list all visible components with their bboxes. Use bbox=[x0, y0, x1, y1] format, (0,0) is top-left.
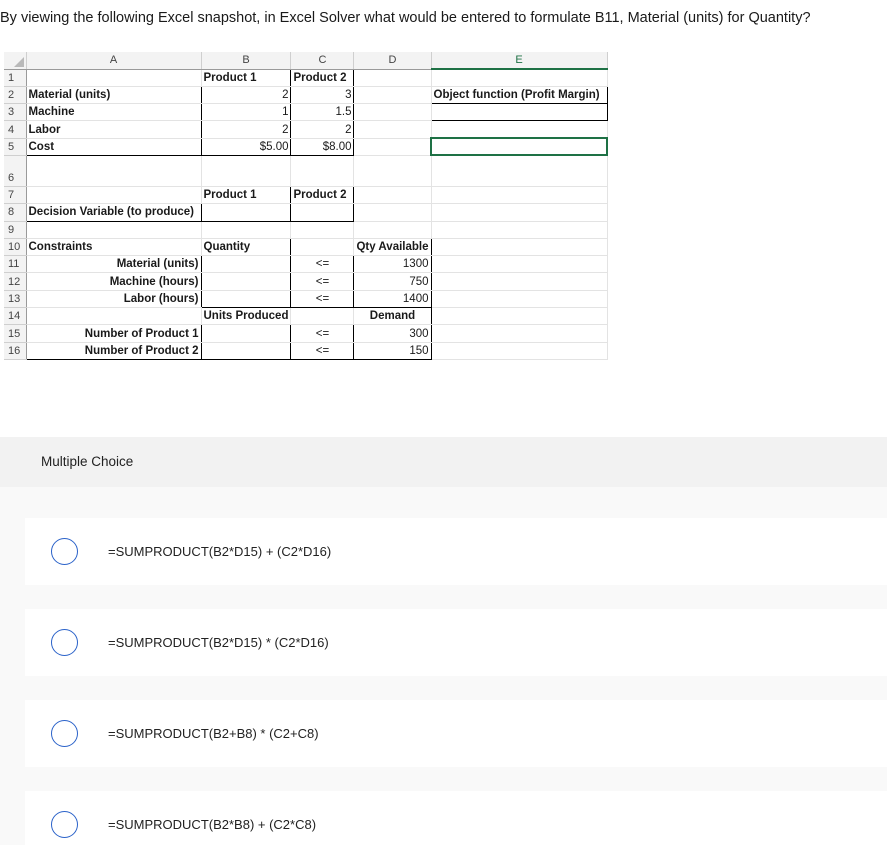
choice-option-4[interactable] bbox=[25, 791, 887, 858]
multiple-choice-title: Multiple Choice bbox=[41, 454, 134, 469]
column-header-row bbox=[4, 52, 607, 69]
cell-b10[interactable]: Quantity bbox=[201, 238, 291, 255]
cell-c16[interactable]: <= bbox=[291, 342, 354, 359]
excel-spreadsheet bbox=[4, 52, 608, 360]
cell-e8[interactable] bbox=[431, 204, 607, 221]
row-header-10[interactable]: 10 bbox=[4, 238, 26, 255]
cell-d5[interactable] bbox=[354, 138, 431, 155]
cell-e3[interactable] bbox=[431, 104, 607, 121]
cell-c1[interactable]: Product 2 bbox=[291, 69, 354, 86]
cell-c10[interactable] bbox=[291, 238, 354, 255]
cell-c8[interactable] bbox=[291, 204, 354, 221]
cell-b16[interactable] bbox=[201, 342, 291, 359]
cell-b6[interactable] bbox=[201, 155, 291, 186]
cell-b8[interactable] bbox=[201, 204, 291, 221]
cell-e16[interactable] bbox=[431, 342, 607, 359]
cell-d9[interactable] bbox=[354, 221, 431, 238]
cell-c3[interactable]: 1.5 bbox=[291, 104, 354, 121]
row-header-8[interactable]: 8 bbox=[4, 204, 26, 221]
cell-d14[interactable]: Demand bbox=[354, 308, 431, 325]
choice-label: =SUMPRODUCT(B2+B8) * (C2+C8) bbox=[108, 726, 319, 741]
cell-a16[interactable]: Number of Product 2 bbox=[26, 342, 201, 359]
sheet-row-8 bbox=[4, 204, 607, 221]
cell-e11[interactable] bbox=[431, 256, 607, 273]
row-header-4[interactable]: 4 bbox=[4, 121, 26, 138]
cell-b11[interactable] bbox=[201, 256, 291, 273]
row-header-15[interactable]: 15 bbox=[4, 325, 26, 342]
cell-b4[interactable]: 2 bbox=[201, 121, 291, 138]
column-header-e[interactable]: E bbox=[431, 52, 607, 69]
cell-b13[interactable] bbox=[201, 290, 291, 307]
cell-b7[interactable]: Product 1 bbox=[201, 186, 291, 203]
cell-c2[interactable]: 3 bbox=[291, 86, 354, 103]
radio-button-icon[interactable] bbox=[51, 720, 78, 747]
sheet-row-9 bbox=[4, 221, 607, 238]
choice-option-2[interactable] bbox=[25, 609, 887, 676]
choice-label: =SUMPRODUCT(B2*B8) + (C2*C8) bbox=[108, 817, 317, 832]
choice-label: =SUMPRODUCT(B2*D15) * (C2*D16) bbox=[108, 635, 329, 650]
row-header-3[interactable]: 3 bbox=[4, 104, 26, 121]
multiple-choice-area bbox=[0, 487, 887, 845]
cell-d7[interactable] bbox=[354, 186, 431, 203]
row-header-9[interactable]: 9 bbox=[4, 221, 26, 238]
cell-b5[interactable]: $5.00 bbox=[201, 138, 291, 155]
sheet-row-5 bbox=[4, 138, 607, 155]
column-header-c[interactable]: C bbox=[291, 52, 354, 69]
cell-e9[interactable] bbox=[431, 221, 607, 238]
row-header-7[interactable]: 7 bbox=[4, 186, 26, 203]
cell-a8[interactable]: Decision Variable (to produce) bbox=[26, 204, 201, 221]
cell-e5-selected[interactable] bbox=[431, 138, 607, 155]
cell-a10[interactable]: Constraints bbox=[26, 238, 201, 255]
cell-d4[interactable] bbox=[354, 121, 431, 138]
sheet-row-11 bbox=[4, 256, 607, 273]
cell-b3[interactable]: 1 bbox=[201, 104, 291, 121]
cell-a9[interactable] bbox=[26, 221, 201, 238]
cell-c7[interactable]: Product 2 bbox=[291, 186, 354, 203]
sheet-row-6 bbox=[4, 155, 607, 186]
question-text: By viewing the following Excel snapshot, in Excel Solver what would be entered to formulate B11, Material (units) for Quantity? bbox=[0, 10, 811, 26]
cell-c11[interactable]: <= bbox=[291, 256, 354, 273]
cell-d13[interactable]: 1400 bbox=[354, 290, 431, 307]
cell-d16[interactable]: 150 bbox=[354, 342, 431, 359]
choice-option-3[interactable] bbox=[25, 700, 887, 767]
cell-b12[interactable] bbox=[201, 273, 291, 290]
cell-c5[interactable]: $8.00 bbox=[291, 138, 354, 155]
cell-a2[interactable]: Material (units) bbox=[26, 86, 201, 103]
cell-e13[interactable] bbox=[431, 290, 607, 307]
cell-d6[interactable] bbox=[354, 155, 431, 186]
sheet-row-13 bbox=[4, 290, 607, 307]
sheet-row-1 bbox=[4, 69, 607, 86]
cell-a6[interactable] bbox=[26, 155, 201, 186]
cell-b2[interactable]: 2 bbox=[201, 86, 291, 103]
cell-b15[interactable] bbox=[201, 325, 291, 342]
cell-d3[interactable] bbox=[354, 104, 431, 121]
cell-e10[interactable] bbox=[431, 238, 607, 255]
row-header-12[interactable]: 12 bbox=[4, 273, 26, 290]
row-header-14[interactable]: 14 bbox=[4, 308, 26, 325]
cell-e12[interactable] bbox=[431, 273, 607, 290]
row-header-6[interactable]: 6 bbox=[4, 155, 26, 186]
sheet-row-10 bbox=[4, 238, 607, 255]
cell-a3[interactable]: Machine bbox=[26, 104, 201, 121]
sheet-row-15 bbox=[4, 325, 607, 342]
sheet-row-14 bbox=[4, 308, 607, 325]
sheet-row-12 bbox=[4, 273, 607, 290]
cell-b1[interactable]: Product 1 bbox=[201, 69, 291, 86]
row-header-13[interactable]: 13 bbox=[4, 290, 26, 307]
cell-e14[interactable] bbox=[431, 308, 607, 325]
cell-d10[interactable]: Qty Available bbox=[354, 238, 431, 255]
cell-d8[interactable] bbox=[354, 204, 431, 221]
cell-c9[interactable] bbox=[291, 221, 354, 238]
row-header-11[interactable]: 11 bbox=[4, 256, 26, 273]
column-header-a[interactable]: A bbox=[26, 52, 201, 69]
multiple-choice-header bbox=[0, 437, 887, 487]
choice-label: =SUMPRODUCT(B2*D15) + (C2*D16) bbox=[108, 544, 332, 559]
column-header-b[interactable]: B bbox=[201, 52, 291, 69]
row-header-2[interactable]: 2 bbox=[4, 86, 26, 103]
cell-e15[interactable] bbox=[431, 325, 607, 342]
cell-b9[interactable] bbox=[201, 221, 291, 238]
cell-a1[interactable] bbox=[26, 69, 201, 86]
row-header-16[interactable]: 16 bbox=[4, 342, 26, 359]
cell-e1[interactable] bbox=[431, 69, 607, 86]
sheet-row-7 bbox=[4, 186, 607, 203]
cell-a12[interactable]: Machine (hours) bbox=[26, 273, 201, 290]
cell-c4[interactable]: 2 bbox=[291, 121, 354, 138]
row-header-5[interactable]: 5 bbox=[4, 138, 26, 155]
sheet-row-16 bbox=[4, 342, 607, 359]
sheet-row-3 bbox=[4, 104, 607, 121]
cell-d11[interactable]: 1300 bbox=[354, 256, 431, 273]
radio-button-icon[interactable] bbox=[51, 811, 78, 838]
cell-a4[interactable]: Labor bbox=[26, 121, 201, 138]
cell-e4[interactable] bbox=[431, 121, 607, 138]
cell-e7[interactable] bbox=[431, 186, 607, 203]
cell-e6[interactable] bbox=[431, 155, 607, 186]
cell-d15[interactable]: 300 bbox=[354, 325, 431, 342]
cell-b14[interactable]: Units Produced bbox=[201, 308, 291, 325]
cell-c12[interactable]: <= bbox=[291, 273, 354, 290]
cell-a13[interactable]: Labor (hours) bbox=[26, 290, 201, 307]
column-header-d[interactable]: D bbox=[354, 52, 431, 69]
cell-c13[interactable]: <= bbox=[291, 290, 354, 307]
cell-a15[interactable]: Number of Product 1 bbox=[26, 325, 201, 342]
cell-a7[interactable] bbox=[26, 186, 201, 203]
cell-c14[interactable] bbox=[291, 308, 354, 325]
cell-a14[interactable] bbox=[26, 308, 201, 325]
sheet-row-4 bbox=[4, 121, 607, 138]
cell-d12[interactable]: 750 bbox=[354, 273, 431, 290]
cell-e2[interactable]: Object function (Profit Margin) bbox=[431, 86, 607, 103]
cell-d1[interactable] bbox=[354, 69, 431, 86]
radio-button-icon[interactable] bbox=[51, 538, 78, 565]
cell-c15[interactable]: <= bbox=[291, 325, 354, 342]
choice-option-1[interactable] bbox=[25, 518, 887, 585]
cell-a11[interactable]: Material (units) bbox=[26, 256, 201, 273]
row-header-1[interactable]: 1 bbox=[4, 69, 26, 86]
cell-c6[interactable] bbox=[291, 155, 354, 186]
select-all-corner[interactable] bbox=[4, 52, 26, 69]
radio-button-icon[interactable] bbox=[51, 629, 78, 656]
cell-a5[interactable]: Cost bbox=[26, 138, 201, 155]
sheet-row-2 bbox=[4, 86, 607, 103]
cell-d2[interactable] bbox=[354, 86, 431, 103]
